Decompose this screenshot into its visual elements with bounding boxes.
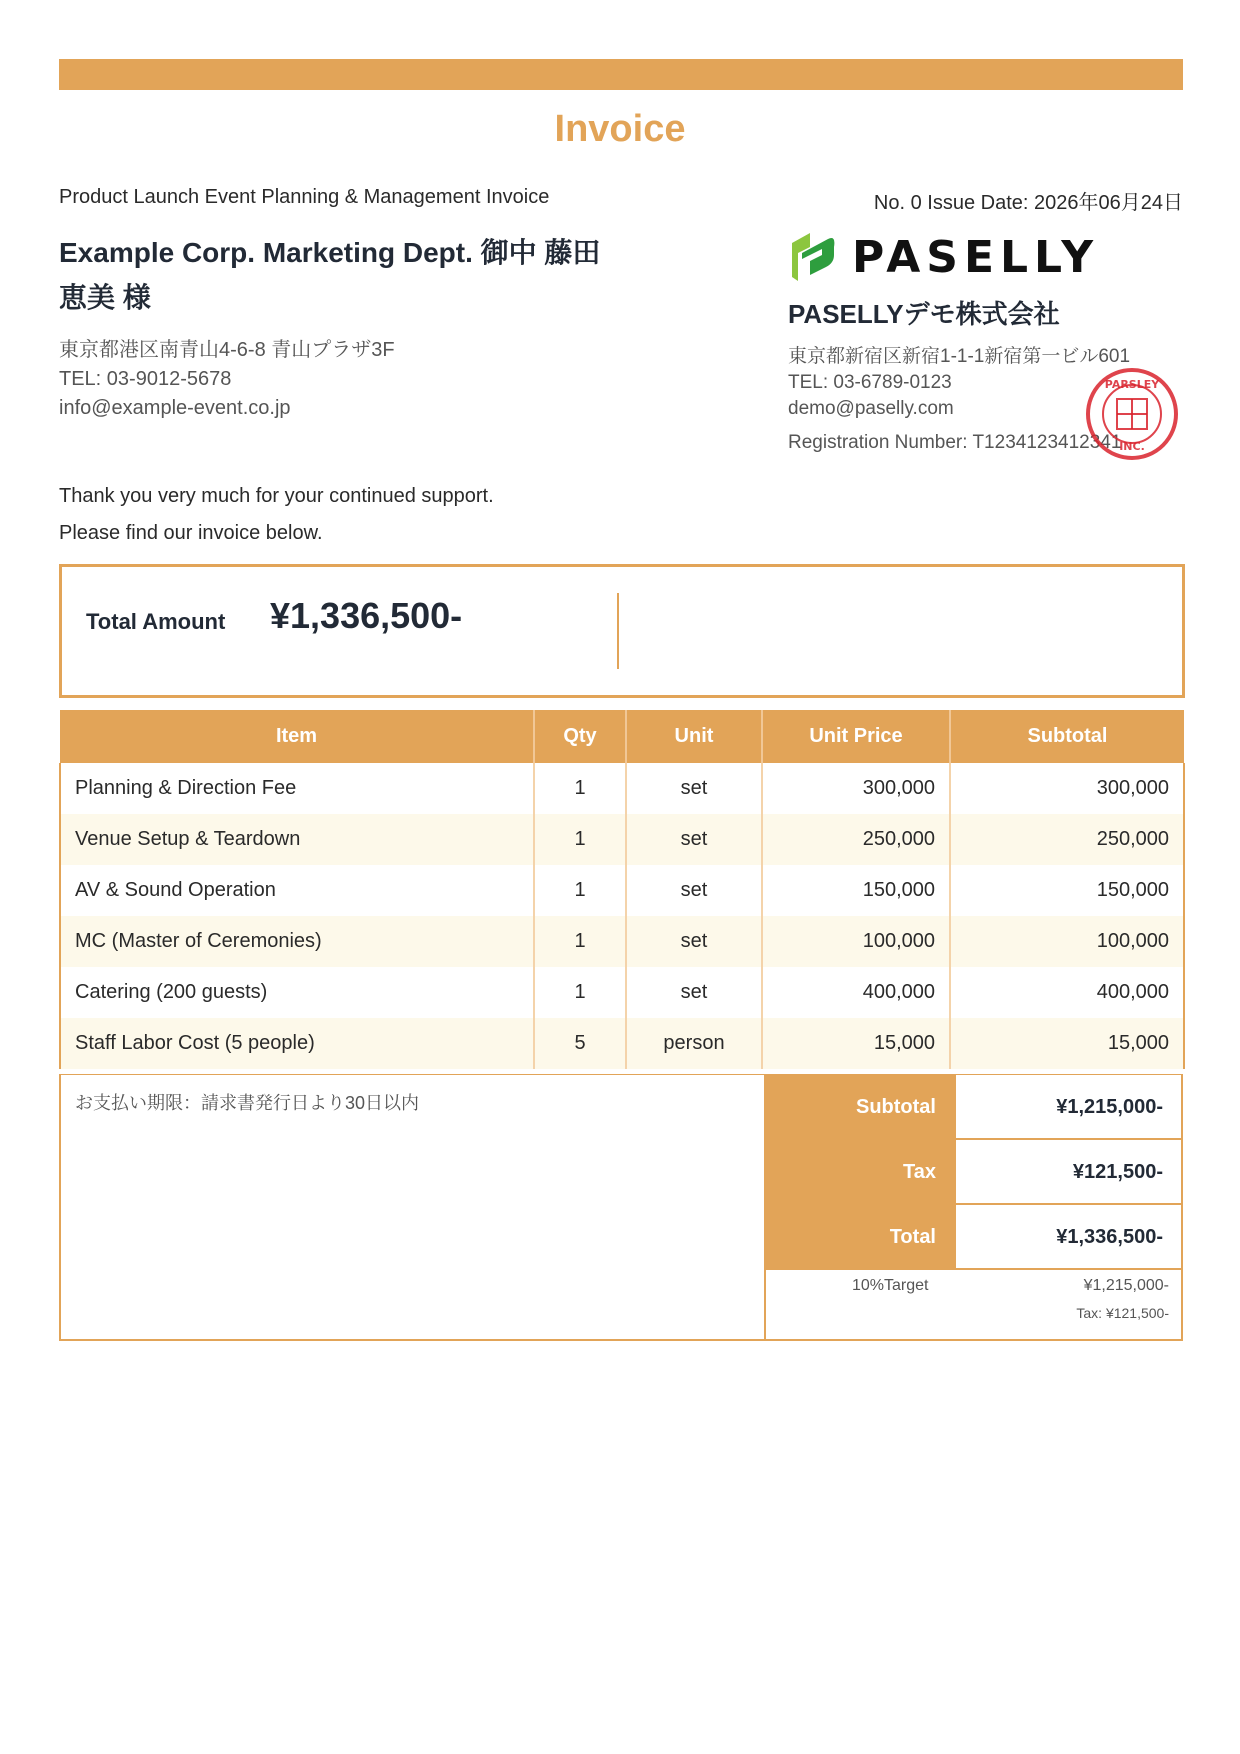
sender-address: 東京都新宿区新宿1-1-1新宿第一ビル601: [788, 346, 1131, 367]
item-unit-price: 400,000: [762, 967, 950, 1018]
item-unit: set: [626, 865, 762, 916]
item-qty: 1: [534, 814, 626, 865]
client-name: Example Corp. Marketing Dept. 御中 藤田 恵美 様: [59, 237, 601, 313]
summary-tax-value: ¥121,500-: [954, 1140, 1183, 1205]
table-row: [60, 1018, 1184, 1069]
item-subtotal: 150,000: [950, 865, 1184, 916]
company-logo: [788, 230, 1099, 284]
invoice-number-and-date: [874, 186, 1183, 215]
column-header-unit-price: Unit Price: [762, 710, 950, 763]
item-unit-price: 15,000: [762, 1018, 950, 1069]
item-subtotal: 250,000: [950, 814, 1184, 865]
svg-text:PARSLEY: PARSLEY: [1104, 378, 1160, 391]
table-header-row: [60, 710, 1184, 763]
invoice-subject: Product Launch Event Planning & Management Invoice: [59, 186, 550, 208]
item-unit-price: 300,000: [762, 763, 950, 814]
item-unit: set: [626, 814, 762, 865]
summary-section: [59, 1074, 1183, 1341]
column-header-unit: Unit: [626, 710, 762, 763]
item-unit: person: [626, 1018, 762, 1069]
greeting-line-1: Thank you very much for your continued support.: [59, 485, 494, 507]
summary-subtotal-row: [766, 1075, 1183, 1140]
table-row: [60, 967, 1184, 1018]
item-qty: 5: [534, 1018, 626, 1069]
client-email: info@example-event.co.jp: [59, 397, 291, 419]
item-unit: set: [626, 763, 762, 814]
item-qty: 1: [534, 916, 626, 967]
client-address: 東京都港区南青山4-6-8 青山プラザ3F: [59, 339, 395, 361]
item-qty: 1: [534, 865, 626, 916]
item-unit: set: [626, 916, 762, 967]
greeting: [59, 478, 494, 552]
total-amount-label: Total Amount: [86, 609, 226, 634]
payment-due-note: お支払い期限：請求書発行日より30日以内: [75, 1093, 420, 1113]
summary-subtotal-label: Subtotal: [766, 1075, 954, 1140]
summary-total-value: ¥1,336,500-: [954, 1205, 1183, 1270]
registration-number: Registration Number: T1234123412341: [788, 432, 1122, 453]
item-qty: 1: [534, 763, 626, 814]
logo-wordmark: PASELLY: [852, 231, 1100, 283]
table-row: [60, 763, 1184, 814]
column-header-subtotal: Subtotal: [950, 710, 1184, 763]
table-row: [60, 814, 1184, 865]
summary-subtotal-value: ¥1,215,000-: [954, 1075, 1183, 1140]
tax-target-tax: Tax: ¥121,500-: [1076, 1305, 1169, 1321]
client-contact: [59, 336, 395, 423]
tax-target-amount: ¥1,215,000-: [1083, 1277, 1169, 1294]
item-subtotal: 400,000: [950, 967, 1184, 1018]
sender-contact: [788, 344, 1130, 456]
tax-rate-target-label: 10%Target: [852, 1277, 929, 1294]
svg-text:INC.: INC.: [1119, 440, 1145, 453]
item-name: Staff Labor Cost (5 people): [60, 1018, 534, 1069]
paselly-logo-icon: [788, 231, 836, 283]
company-seal-stamp: [1084, 366, 1180, 462]
greeting-line-2: Please find our invoice below.: [59, 522, 323, 544]
total-box-divider: [617, 593, 619, 669]
item-name: Catering (200 guests): [60, 967, 534, 1018]
item-subtotal: 15,000: [950, 1018, 1184, 1069]
item-subtotal: 100,000: [950, 916, 1184, 967]
sender-company-name: PASELLYデモ株式会社: [788, 299, 1060, 329]
table-row: [60, 865, 1184, 916]
column-header-item: Item: [60, 710, 534, 763]
summary-tax-label: Tax: [766, 1140, 954, 1205]
summary-total-label: Total: [766, 1205, 954, 1270]
item-subtotal: 300,000: [950, 763, 1184, 814]
totals-summary: [764, 1075, 1183, 1339]
item-unit: set: [626, 967, 762, 1018]
issue-date: Issue Date: 2026年06月24日: [927, 192, 1183, 214]
invoice-number: No. 0: [873, 192, 922, 214]
column-header-qty: Qty: [534, 710, 626, 763]
item-name: Venue Setup & Teardown: [60, 814, 534, 865]
client-tel: TEL: 03-9012-5678: [59, 368, 232, 390]
summary-tax-row: [766, 1140, 1183, 1205]
sender-tel: TEL: 03-6789-0123: [788, 372, 952, 393]
total-amount-box: [59, 564, 1185, 698]
total-amount-value: ¥1,336,500-: [270, 595, 463, 636]
line-items-table: [59, 710, 1185, 1069]
item-name: AV & Sound Operation: [60, 865, 534, 916]
sender-email: demo@paselly.com: [788, 398, 954, 419]
item-qty: 1: [534, 967, 626, 1018]
item-name: MC (Master of Ceremonies): [60, 916, 534, 967]
document-title: Invoice: [554, 108, 686, 150]
summary-total-row: [766, 1205, 1183, 1270]
item-unit-price: 250,000: [762, 814, 950, 865]
header-accent-bar: [59, 59, 1183, 90]
table-row: [60, 916, 1184, 967]
item-unit-price: 100,000: [762, 916, 950, 967]
item-unit-price: 150,000: [762, 865, 950, 916]
item-name: Planning & Direction Fee: [60, 763, 534, 814]
